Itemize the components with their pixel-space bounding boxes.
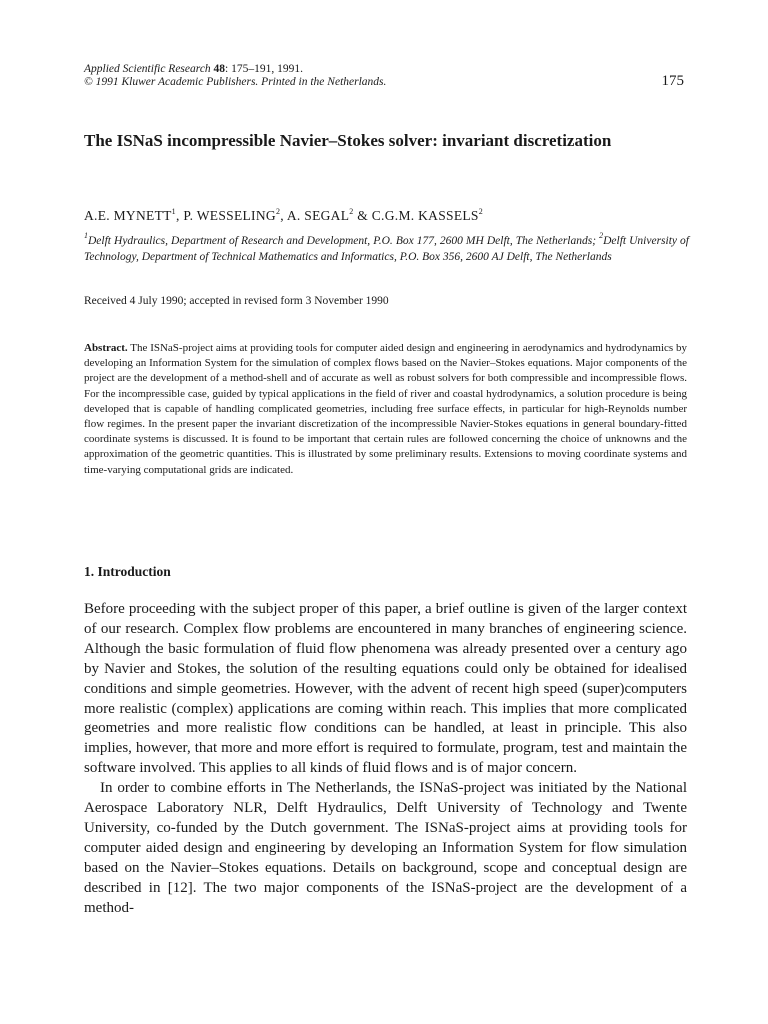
journal-header [84,63,386,89]
received-dates: Received 4 July 1990; accepted in revised form 3 November 1990 [84,295,389,307]
abstract-label: Abstract. [84,342,128,354]
abstract-text: The ISNaS-project aims at providing tools for computer aided design and engineering in aerodynamics and hydrodynamics by developing an Information System for the simulation of complex flows based on the Navier–Stokes equations. Major components of the project are the development of a method-shell and of accurate as well as robust solvers for both compressible and incompressible flows. For the incompressible case, guided by typical applications in the field of river and coastal hydrodynamics, a solution procedure is being developed that is capable of handling complicated geometries, including free surface effects, in particular for high-Reynolds number flow regimes. In the present paper the invariant discretization of the incompressible Navier-Stokes equations in general boundary-fitted coordinate systems is discussed. It is found to be important that certain rules are followed concerning the choice of unknowns and the approximation of the geometric quantities. This is illustrated by some preliminary results. Extensions to moving coordinate systems and time-varying computational grids are indicated. [84,342,687,476]
affiliation-marker: 2 [599,231,604,241]
affiliations [84,233,689,265]
body-paragraph: In order to combine efforts in The Netherlands, the ISNaS-project was initiated by the National Aerospace Laboratory NLR, Delft Hydraulics, Delft University of Technology and Twente University, co-funded by the Dutch government. The ISNaS-project aims at providing tools for computer aided design and engineering by developing an Information System for flow simulation based on the Navier–Stokes equations. Details on background, scope and conceptual design are described in [12]. The two major components of the ISNaS-project are the development of a method- [84,780,687,916]
section-heading: 1. Introduction [84,564,171,579]
page-number: 175 [661,73,684,89]
journal-pages-year: : 175–191, 1991. [225,63,303,75]
citation-line [84,63,386,76]
journal-volume: 48 [213,63,226,75]
section-body [84,600,687,919]
author: C.G.M. KASSELS$^2$ [371,206,484,223]
copyright-line: © 1991 Kluwer Academic Publishers. Printed in the Netherlands. [84,76,387,88]
affiliation-marker: 1 [84,231,88,241]
affiliation-delft-hydraulics: Delft Hydraulics, Department of Research and Development, P.O. Box 177, 2600 MH Delft, The Netherlands; [88,235,600,247]
body-paragraph: Before proceeding with the subject proper of this paper, a brief outline is given of the larger context of our research. Complex flow problems are encountered in many branches of engineering science. Although the basic formulation of fluid flow phenomena was already presented over a century ago by Navier and Stokes, the solution of the resulting equations could only be obtained for idealised conditions and simple geometries. However, with the advent of recent high speed (super)computers more realistic (complex) applications are coming within reach. This implies that more complicated geometries and more realistic flow conditions can be handled, at least in principle. This also implies, however, that more and more effort is required to formulate, program, test and maintain the software involved. This applies to all kinds of fluid flows and is of major concern. [84,601,687,777]
abstract [84,341,687,478]
paper-title: The ISNaS incompressible Navier–Stokes solver: invariant discretization [84,131,612,150]
journal-name: Applied Scientific Research [84,63,211,75]
author: A.E. MYNETT$^1$, [84,206,184,223]
author: A. SEGAL$^2$ & [286,206,372,223]
author: P. WESSELING$^2$, [183,206,287,223]
affiliation-tu-delft: Delft University of Technology, Department of Technical Mathematics and Informatics, P.O. Box 356, 2600 AJ Delft, The Netherlands [84,235,689,263]
author-list [84,208,694,224]
